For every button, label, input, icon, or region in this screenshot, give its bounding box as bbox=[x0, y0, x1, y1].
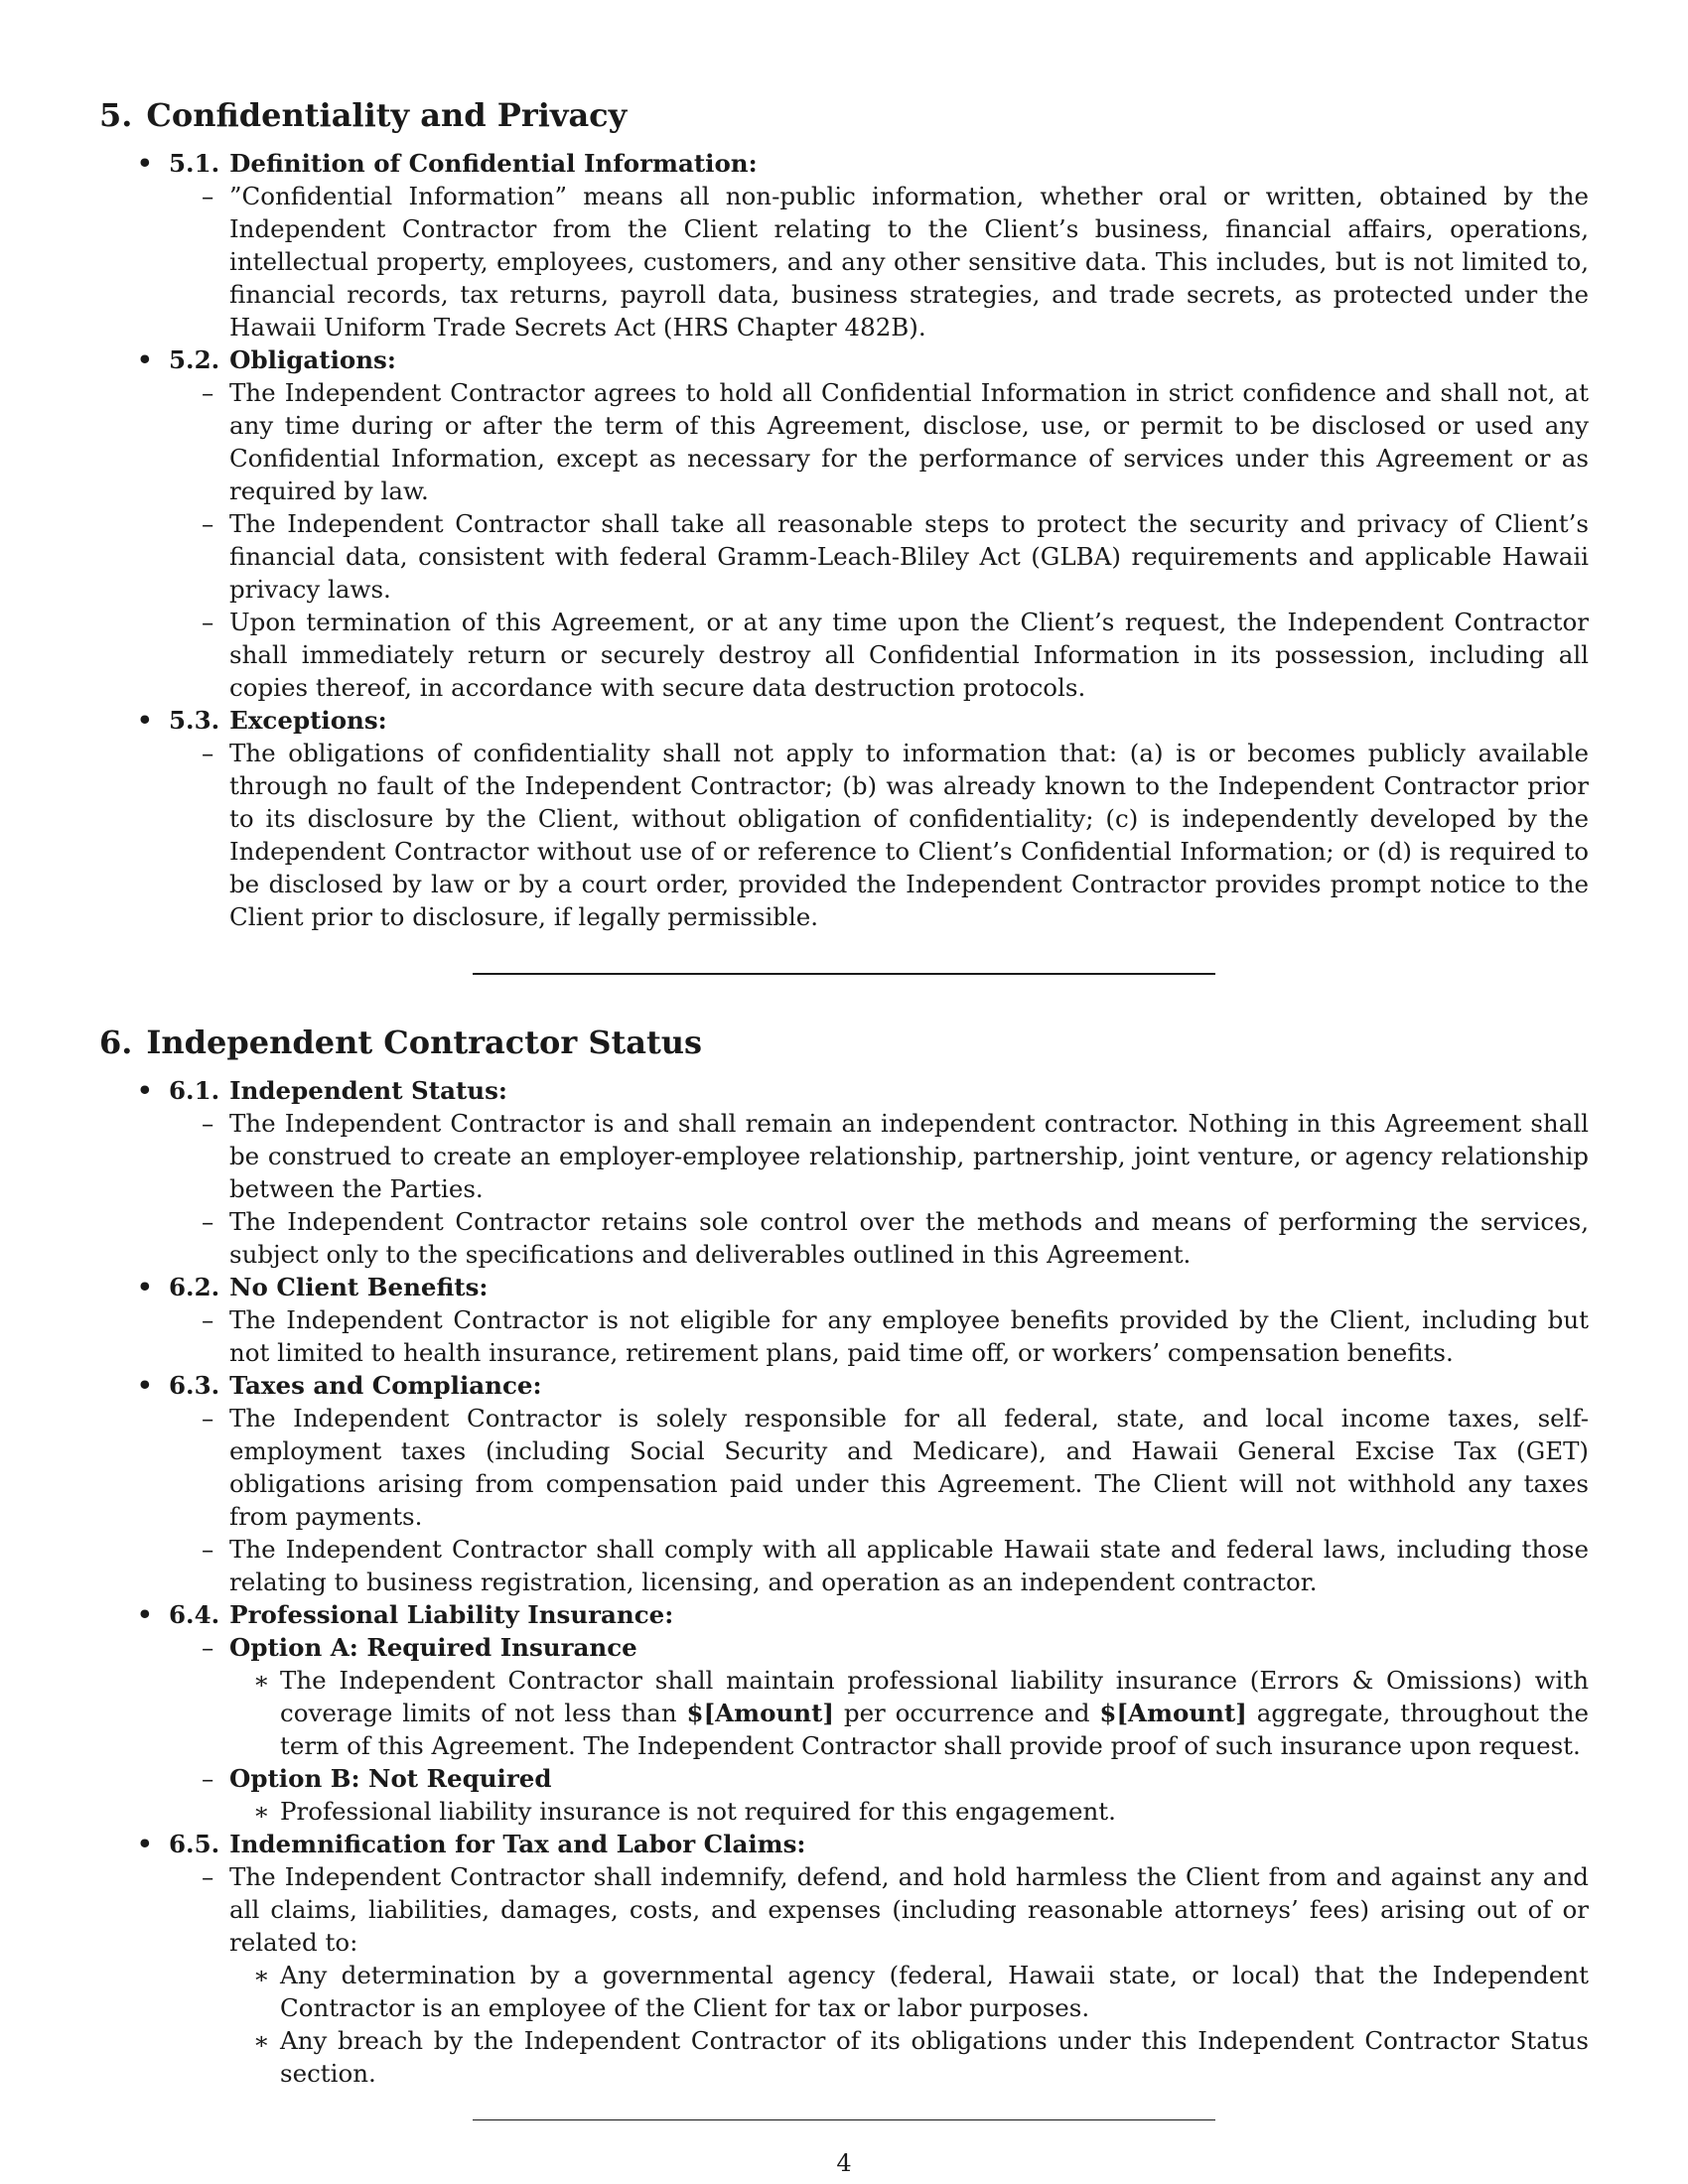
section-contractor-status bbox=[99, 1023, 1589, 2090]
list-item: – The Independent Contractor is not eligible for any employee benefits provided by the Client, including but not limited to health insurance, retirement plans, paid time off, or workers’ compensation benefits. bbox=[169, 1303, 1589, 1369]
list-item: – The obligations of confidentiality shall not apply to information that: (a) is or becomes publicly available through no fault of the Independent Contractor; (b) was already known to the Independent Contractor prior to its disclosure by the Client, without obligation of confidentiality; (c) is independently developed by the Independent Contractor without use of or reference to Client’s Confidential Information; or (d) is required to be disclosed by law or by a court order, provided the Independent Contractor provides prompt notice to the Client prior to disclosure, if legally permissible. bbox=[169, 737, 1589, 933]
section-heading: 6. Independent Contractor Status bbox=[99, 1024, 703, 1061]
subsection-6-5: • 6.5. Indemnification for Tax and Labor Claims: – The Independent Contractor shall indemnify, defend, and hold harmless the Client from and against any and all claims, liabilities, damages, costs, and expenses (including reasonable attorneys’ fees) arising out of or related to: ∗ Any determination by a governmental agency (federal, Hawaii state, or local) that the Independent Contractor is an employee of the Client for tax or labor purposes. ∗ Any breach by the Independent Contractor of its obligations under this Independent Contractor Status section. bbox=[99, 1828, 1589, 2090]
list-item: ∗ The Independent Contractor shall maintain professional liability insurance (Errors & Omissions) with coverage limits of not less than $[Amount] per occurrence and $[Amount] aggregate, throughout the term of this Agreement. The Independent Contractor shall provide proof of such insurance upon request. bbox=[229, 1664, 1589, 1762]
subsection-6-2: • 6.2. No Client Benefits: – The Independent Contractor is not eligible for any employee benefits provided by the Client, including but not limited to health insurance, retirement plans, paid time off, or workers’ compensation benefits. bbox=[99, 1271, 1589, 1369]
list-item: – ”Confidential Information” means all non-public information, whether oral or written, obtained by the Independent Contractor from the Client relating to the Client’s business, financial affairs, operations, intellectual property, employees, customers, and any other sensitive data. This includes, but is not limited to, financial records, tax returns, payroll data, business strategies, and trade secrets, as protected under the Hawaii Uniform Trade Secrets Act (HRS Chapter 482B). bbox=[169, 180, 1589, 343]
list-item: ∗ Any breach by the Independent Contractor of its obligations under this Independent Contractor Status section. bbox=[229, 2024, 1589, 2090]
subsection-list bbox=[99, 1074, 1589, 2090]
option-b: – Option B: Not Required ∗ Professional liability insurance is not required for this engagement. bbox=[169, 1762, 1589, 1828]
list-item: – The Independent Contractor is and shall remain an independent contractor. Nothing in this Agreement shall be construed to create an employer-employee relationship, partnership, joint venture, or agency relationship between the Parties. bbox=[169, 1107, 1589, 1205]
list-item: – The Independent Contractor agrees to hold all Confidential Information in strict confidence and shall not, at any time during or after the term of this Agreement, disclose, use, or permit to be disclosed or used any Confidential Information, except as necessary for the performance of services under this Agreement or as required by law. bbox=[169, 376, 1589, 507]
section-confidentiality bbox=[99, 95, 1589, 933]
subsection-list bbox=[99, 147, 1589, 933]
subsection-5-3: • 5.3. Exceptions: – The obligations of confidentiality shall not apply to information that: (a) is or becomes publicly available through no fault of the Independent Contractor; (b) was already known to the Independent Contractor prior to its disclosure by the Client, without obligation of confidentiality; (c) is independently developed by the Independent Contractor without use of or reference to Client’s Confidential Information; or (d) is required to be disclosed by law or by a court order, provided the Independent Contractor provides prompt notice to the Client prior to disclosure, if legally permissible. bbox=[99, 704, 1589, 933]
list-item: ∗ Any determination by a governmental agency (federal, Hawaii state, or local) that the Independent Contractor is an employee of the Client for tax or labor purposes. bbox=[229, 1959, 1589, 2024]
section-heading: 5. Confidentiality and Privacy bbox=[99, 96, 628, 134]
subsection-6-1: • 6.1. Independent Status: – The Independent Contractor is and shall remain an independent contractor. Nothing in this Agreement shall be construed to create an employer-employee relationship, partnership, joint venture, or agency relationship between the Parties. – The Independent Contractor retains sole control over the methods and means of performing the services, subject only to the specifications and deliverables outlined in this Agreement. bbox=[99, 1074, 1589, 1271]
list-item: – The Independent Contractor is solely responsible for all federal, state, and local income taxes, self-employment taxes (including Social Security and Medicare), and Hawaii General Excise Tax (GET) obligations arising from compensation paid under this Agreement. The Client will not withhold any taxes from payments. bbox=[169, 1402, 1589, 1533]
list-item: – The Independent Contractor shall comply with all applicable Hawaii state and federal laws, including those relating to business registration, licensing, and operation as an independent contractor. bbox=[169, 1533, 1589, 1598]
section-divider bbox=[473, 973, 1215, 975]
subsection-5-2: • 5.2. Obligations: – The Independent Contractor agrees to hold all Confidential Information in strict confidence and shall not, at any time during or after the term of this Agreement, disclose, use, or permit to be disclosed or used any Confidential Information, except as necessary for the performance of services under this Agreement or as required by law. – The Independent Contractor shall take all reasonable steps to protect the security and privacy of Client’s financial data, consistent with federal Gramm-Leach-Bliley Act (GLBA) requirements and applicable Hawaii privacy laws. – Upon termination of this Agreement, or at any time upon the Client’s request, the Independent Contractor shall immediately return or securely destroy all Confidential Information in its possession, including all copies thereof, in accordance with secure data destruction protocols. bbox=[99, 343, 1589, 704]
list-item: – The Independent Contractor shall indemnify, defend, and hold harmless the Client from and against any and all claims, liabilities, damages, costs, and expenses (including reasonable attorneys’ fees) arising out of or related to: ∗ Any determination by a governmental agency (federal, Hawaii state, or local) that the Independent Contractor is an employee of the Client for tax or labor purposes. ∗ Any breach by the Independent Contractor of its obligations under this Independent Contractor Status section. bbox=[169, 1860, 1589, 2090]
list-item: – Upon termination of this Agreement, or at any time upon the Client’s request, the Independent Contractor shall immediately return or securely destroy all Confidential Information in its possession, including all copies thereof, in accordance with secure data destruction protocols. bbox=[169, 606, 1589, 704]
subsection-6-4: • 6.4. Professional Liability Insurance: – Option A: Required Insurance ∗ The Independent Contractor shall maintain professional liability insurance (Errors & Omissions) with coverage limits of not less than $[Amount] per occurrence and $[Amount] aggregate, throughout the term of this Agreement. The Independent Contractor shall provide proof of such insurance upon request. – Option B: Not Required ∗ Professional liability insurance is not required for this engagement. bbox=[99, 1598, 1589, 1828]
amount-placeholder: $[Amount] bbox=[686, 1699, 834, 1727]
list-item: – The Independent Contractor retains sole control over the methods and means of performing the services, subject only to the specifications and deliverables outlined in this Agreement. bbox=[169, 1205, 1589, 1271]
option-a: – Option A: Required Insurance ∗ The Independent Contractor shall maintain professional liability insurance (Errors & Omissions) with coverage limits of not less than $[Amount] per occurrence and $[Amount] aggregate, throughout the term of this Agreement. The Independent Contractor shall provide proof of such insurance upon request. bbox=[169, 1631, 1589, 1762]
list-item: ∗ Professional liability insurance is not required for this engagement. bbox=[229, 1795, 1589, 1828]
subsection-5-1: • 5.1. Definition of Confidential Information: – ”Confidential Information” means all non-public information, whether oral or written, obtained by the Independent Contractor from the Client relating to the Client’s business, financial affairs, operations, intellectual property, employees, customers, and any other sensitive data. This includes, but is not limited to, financial records, tax returns, payroll data, business strategies, and trade secrets, as protected under the Hawaii Uniform Trade Secrets Act (HRS Chapter 482B). bbox=[99, 147, 1589, 343]
amount-placeholder: $[Amount] bbox=[1099, 1699, 1247, 1727]
list-item: – The Independent Contractor shall take all reasonable steps to protect the security and privacy of Client’s financial data, consistent with federal Gramm-Leach-Bliley Act (GLBA) requirements and applicable Hawaii privacy laws. bbox=[169, 507, 1589, 606]
subsection-6-3: • 6.3. Taxes and Compliance: – The Independent Contractor is solely responsible for all federal, state, and local income taxes, self-employment taxes (including Social Security and Medicare), and Hawaii General Excise Tax (GET) obligations arising from compensation paid under this Agreement. The Client will not withhold any taxes from payments. – The Independent Contractor shall comply with all applicable Hawaii state and federal laws, including those relating to business registration, licensing, and operation as an independent contractor. bbox=[99, 1369, 1589, 1598]
page-number: 4 bbox=[836, 2149, 852, 2177]
section-divider bbox=[473, 2119, 1215, 2120]
document-page bbox=[99, 95, 1589, 2120]
